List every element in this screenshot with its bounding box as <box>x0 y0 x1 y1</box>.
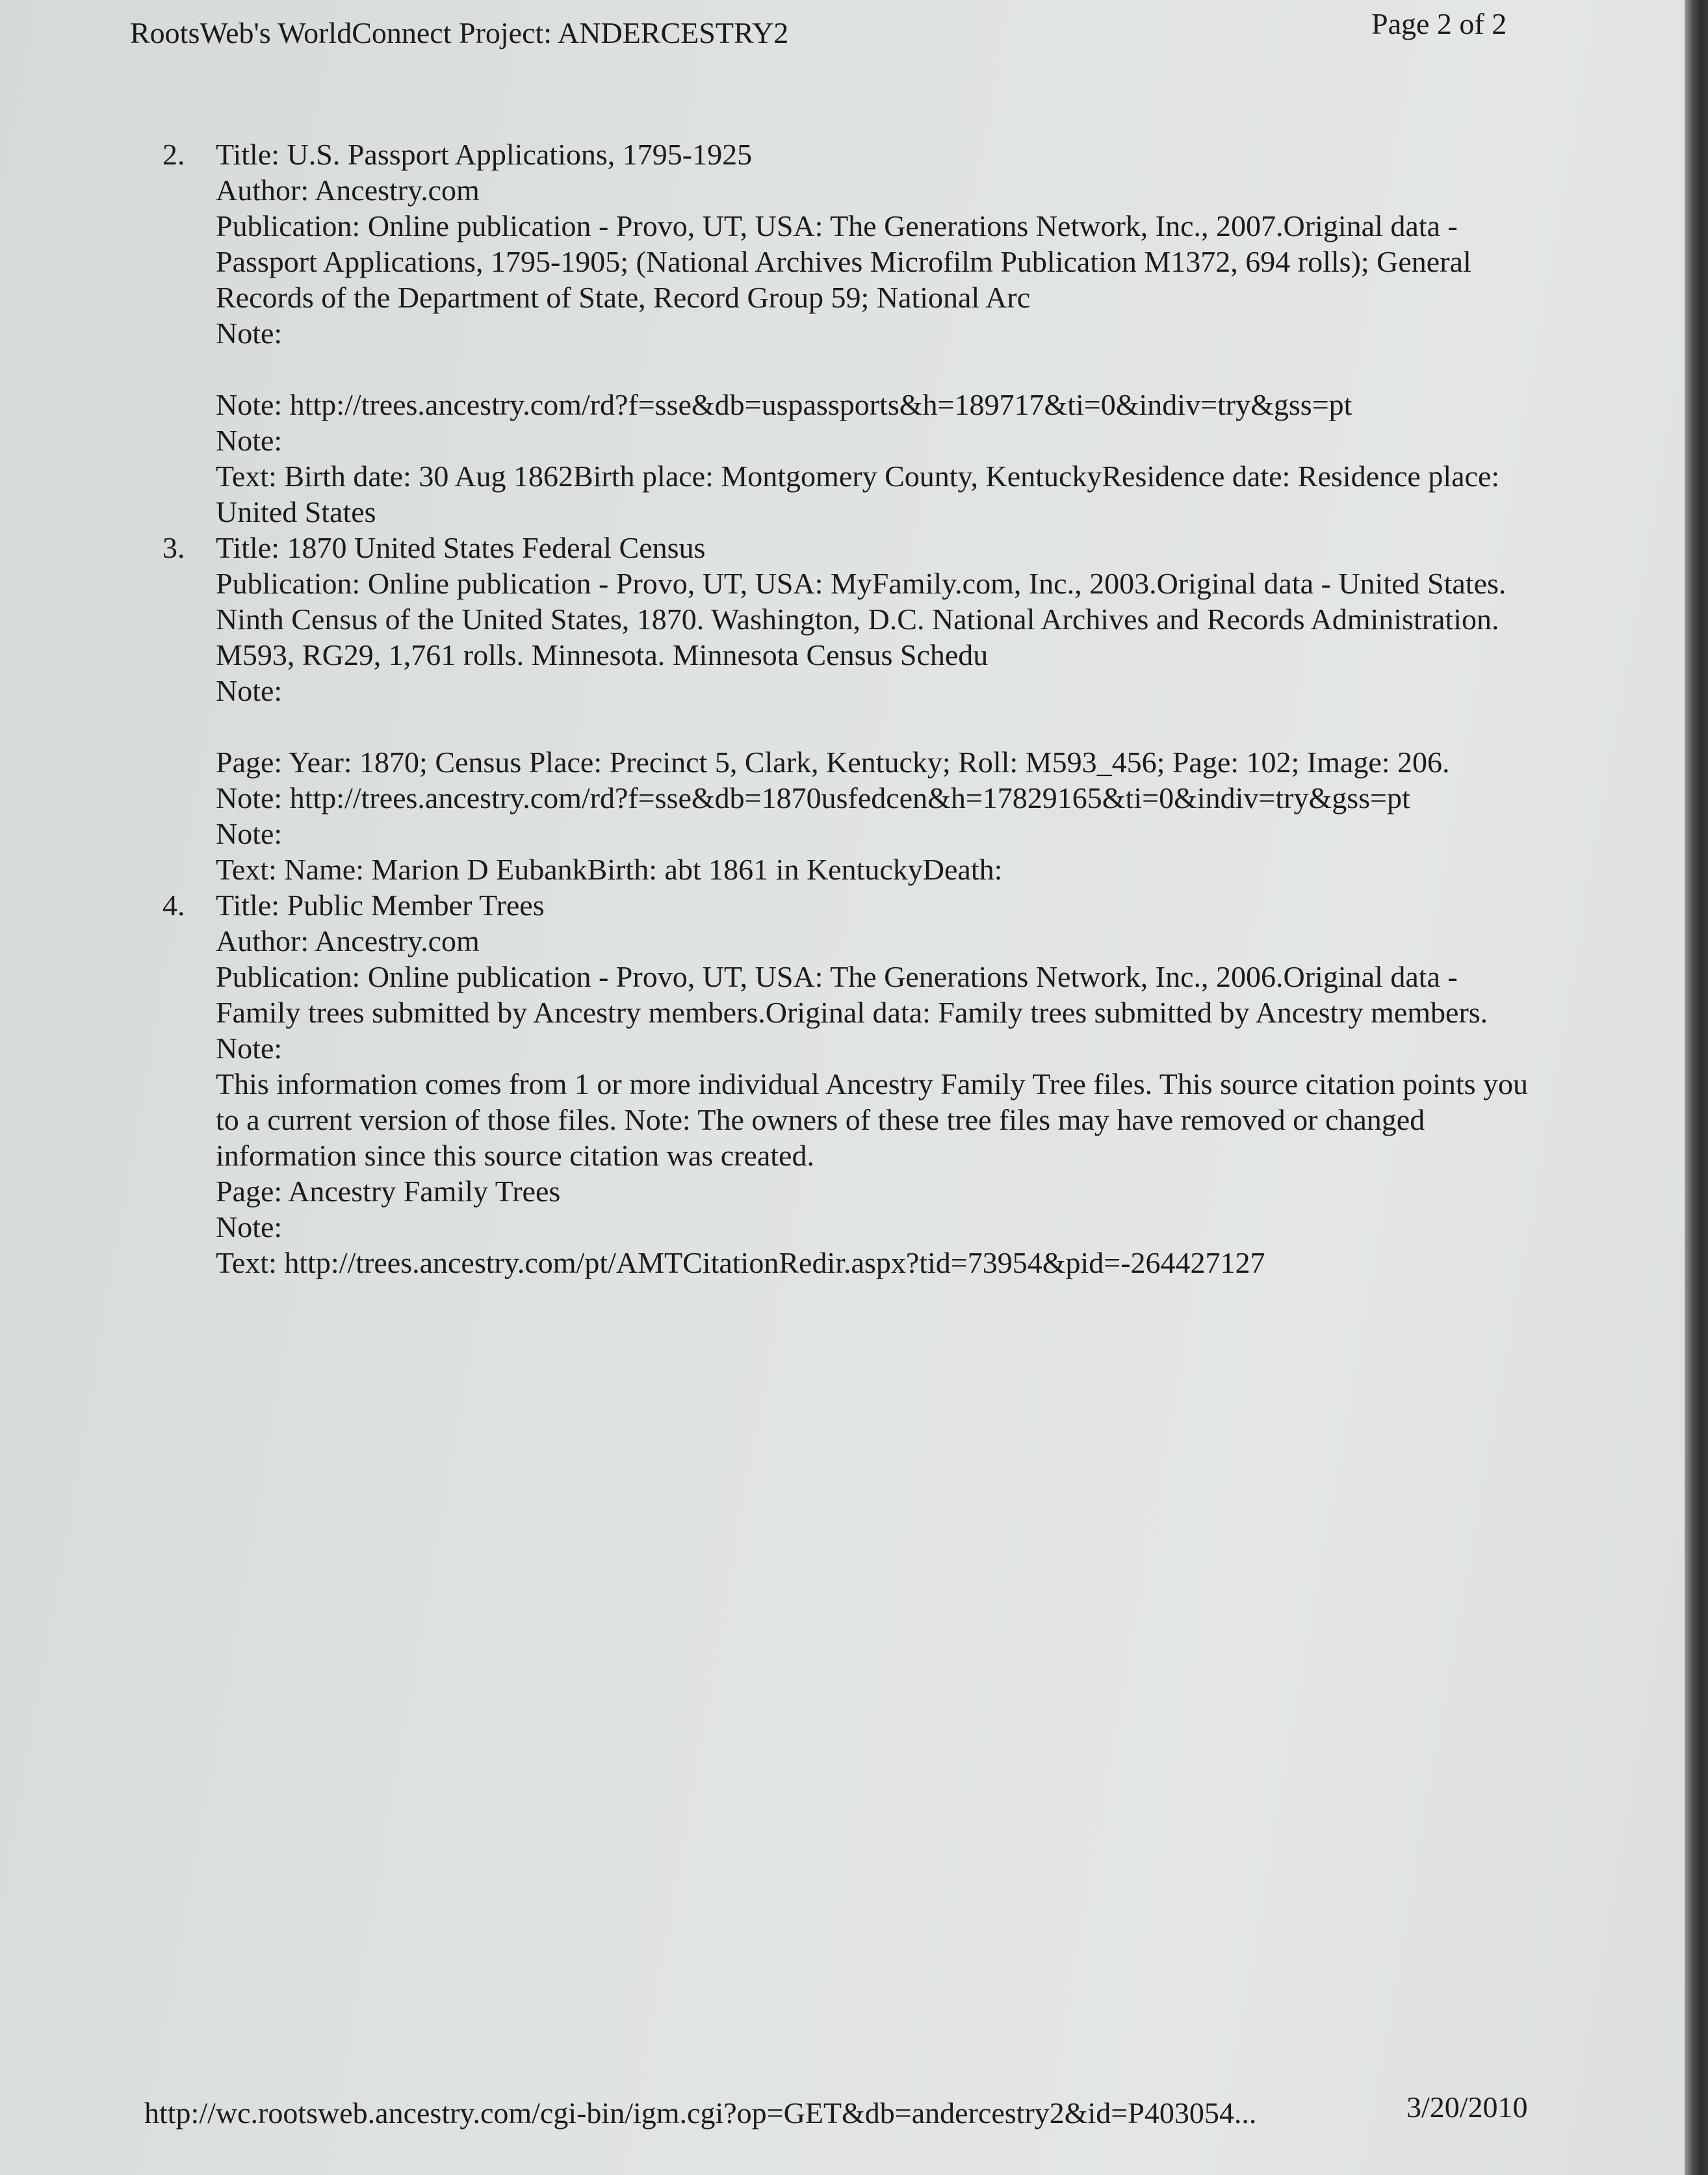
source-line: Note: <box>216 424 283 457</box>
source-entry <box>162 530 1534 887</box>
source-line: Publication: Online publication - Provo, UT, USA: The Generations Network, Inc., 2006.Original data - Family trees submitted by Ancestry members.Original data: Family trees submitted by Ancestry members. <box>216 960 1488 1029</box>
page-edge-shadow <box>1685 0 1708 2175</box>
source-line: Author: Ancestry.com <box>216 174 480 207</box>
source-line: Title: Public Member Trees <box>216 889 545 922</box>
source-line: Note: <box>216 817 283 850</box>
source-line: Note: http://trees.ancestry.com/rd?f=sse&db=1870usfedcen&h=17829165&ti=0&indiv=try&gss=pt <box>216 781 1410 814</box>
source-body <box>216 137 1534 530</box>
source-number: 2. <box>162 138 185 171</box>
footer-date: 3/20/2010 <box>1406 2090 1528 2124</box>
source-line: Text: Name: Marion D EubankBirth: abt 1861 in KentuckyDeath: <box>216 853 1003 886</box>
source-entry <box>162 137 1534 530</box>
source-line: Note: <box>216 317 283 350</box>
source-number: 3. <box>162 531 185 564</box>
source-line: Note: http://trees.ancestry.com/rd?f=sse&db=uspassports&h=189717&ti=0&indiv=try&gss=pt <box>216 388 1352 421</box>
source-body <box>216 530 1534 887</box>
source-line: Note: <box>216 1210 283 1244</box>
source-line: Note: <box>216 674 283 707</box>
source-line: Publication: Online publication - Provo, UT, USA: The Generations Network, Inc., 2007.Original data - Passport Applications, 1795-1905; (National Archives Microfilm Publication M1372, 694 rolls); General Records of the Department of State, Record Group 59; National Arc <box>216 209 1471 314</box>
source-entry <box>162 887 1534 1281</box>
source-line: Title: U.S. Passport Applications, 1795-1925 <box>216 138 753 171</box>
source-line: Publication: Online publication - Provo, UT, USA: MyFamily.com, Inc., 2003.Original data - United States. Ninth Census of the United States, 1870. Washington, D.C. National Archives and Records Administration. M593, RG29, 1,761 rolls. Minnesota. Minnesota Census Schedu <box>216 567 1507 671</box>
source-list <box>162 137 1534 1281</box>
blank-line <box>216 351 1534 387</box>
page-number: Page 2 of 2 <box>1371 7 1507 40</box>
source-line: Author: Ancestry.com <box>216 924 480 957</box>
source-number: 4. <box>162 889 185 922</box>
source-line: Text: Birth date: 30 Aug 1862Birth place: Montgomery County, KentuckyResidence date: Residence place: United States <box>216 460 1500 528</box>
source-line: Text: http://trees.ancestry.com/pt/AMTCitationRedir.aspx?tid=73954&pid=-264427127 <box>216 1246 1265 1279</box>
source-body <box>216 887 1534 1281</box>
source-line: Page: Ancestry Family Trees <box>216 1175 561 1208</box>
blank-line <box>216 709 1534 744</box>
source-line: Page: Year: 1870; Census Place: Precinct 5, Clark, Kentucky; Roll: M593_456; Page: 102; Image: 206. <box>216 746 1450 779</box>
source-line: Title: 1870 United States Federal Census <box>216 531 706 564</box>
source-line: Note: <box>216 1032 283 1065</box>
page-header-title: RootsWeb's WorldConnect Project: ANDERCESTRY2 <box>130 16 789 49</box>
footer-url: http://wc.rootsweb.ancestry.com/cgi-bin/igm.cgi?op=GET&db=andercestry2&id=P403054... <box>144 2096 1257 2129</box>
source-line: This information comes from 1 or more individual Ancestry Family Tree files. This source citation points you to a current version of those files. Note: The owners of these tree files may have removed or changed information since this source citation was created. <box>216 1067 1529 1172</box>
